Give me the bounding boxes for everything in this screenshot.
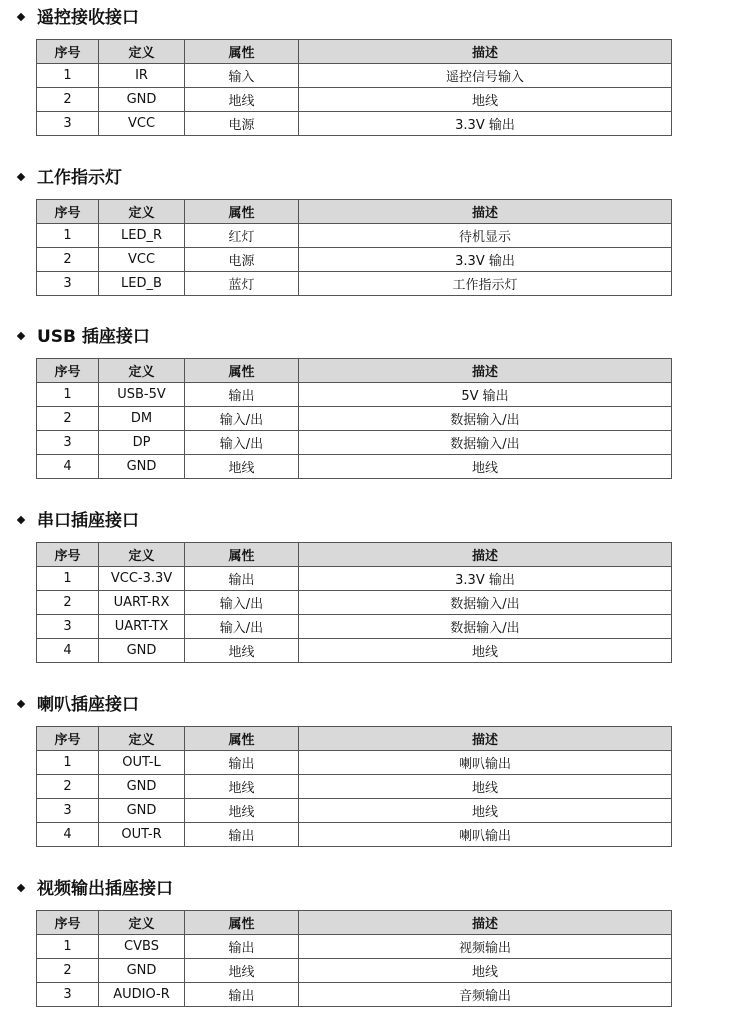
col-header-attribute: 属性: [185, 543, 299, 567]
cell-definition: GND: [99, 455, 185, 479]
pin-table: [36, 910, 672, 1007]
section-heading: 遥控接收接口: [16, 6, 139, 30]
pin-table: [36, 726, 672, 847]
col-header-attribute: 属性: [185, 200, 299, 224]
cell-index: 1: [37, 383, 99, 407]
bullet-icon: [17, 884, 25, 892]
cell-definition: GND: [99, 88, 185, 112]
col-header-attribute: 属性: [185, 40, 299, 64]
table-row: [37, 639, 672, 663]
cell-description: 喇叭输出: [299, 751, 672, 775]
cell-definition: CVBS: [99, 935, 185, 959]
cell-attribute: 输出: [185, 935, 299, 959]
cell-attribute: 地线: [185, 455, 299, 479]
col-header-attribute: 属性: [185, 911, 299, 935]
cell-index: 3: [37, 799, 99, 823]
table-row: [37, 567, 672, 591]
table-row: [37, 591, 672, 615]
table-row: [37, 407, 672, 431]
col-header-attribute: 属性: [185, 359, 299, 383]
cell-index: 2: [37, 775, 99, 799]
cell-definition: OUT-R: [99, 823, 185, 847]
section-heading: 工作指示灯: [16, 166, 122, 190]
table-header-row: [37, 359, 672, 383]
col-header-definition: 定义: [99, 543, 185, 567]
section-heading: USB 插座接口: [16, 325, 150, 349]
col-header-index: 序号: [37, 727, 99, 751]
cell-description: 3.3V 输出: [299, 567, 672, 591]
table-row: [37, 431, 672, 455]
table-row: [37, 935, 672, 959]
cell-description: 3.3V 输出: [299, 112, 672, 136]
cell-index: 3: [37, 615, 99, 639]
col-header-definition: 定义: [99, 200, 185, 224]
cell-description: 数据输入/出: [299, 591, 672, 615]
bullet-icon: [17, 332, 25, 340]
cell-index: 3: [37, 431, 99, 455]
cell-index: 1: [37, 751, 99, 775]
col-header-definition: 定义: [99, 911, 185, 935]
bullet-icon: [17, 13, 25, 21]
cell-description: 工作指示灯: [299, 272, 672, 296]
pin-table: [36, 358, 672, 479]
cell-description: 地线: [299, 959, 672, 983]
cell-definition: DP: [99, 431, 185, 455]
cell-definition: UART-TX: [99, 615, 185, 639]
cell-definition: LED_R: [99, 224, 185, 248]
table-row: [37, 224, 672, 248]
cell-description: 3.3V 输出: [299, 248, 672, 272]
cell-index: 2: [37, 959, 99, 983]
col-header-definition: 定义: [99, 727, 185, 751]
cell-index: 4: [37, 823, 99, 847]
table-row: [37, 751, 672, 775]
pin-table: [36, 199, 672, 296]
cell-attribute: 地线: [185, 88, 299, 112]
table-row: [37, 112, 672, 136]
cell-description: 音频输出: [299, 983, 672, 1007]
col-header-attribute: 属性: [185, 727, 299, 751]
cell-index: 4: [37, 455, 99, 479]
table-header-row: [37, 727, 672, 751]
cell-index: 2: [37, 248, 99, 272]
cell-attribute: 红灯: [185, 224, 299, 248]
table-row: [37, 959, 672, 983]
cell-description: 地线: [299, 639, 672, 663]
section-heading: 视频输出插座接口: [16, 877, 173, 901]
section-heading: 串口插座接口: [16, 509, 139, 533]
cell-definition: USB-5V: [99, 383, 185, 407]
cell-description: 视频输出: [299, 935, 672, 959]
table-row: [37, 248, 672, 272]
cell-attribute: 输入/出: [185, 431, 299, 455]
cell-index: 2: [37, 88, 99, 112]
cell-attribute: 输入: [185, 64, 299, 88]
col-header-description: 描述: [299, 727, 672, 751]
cell-description: 数据输入/出: [299, 615, 672, 639]
col-header-description: 描述: [299, 40, 672, 64]
col-header-description: 描述: [299, 543, 672, 567]
cell-definition: UART-RX: [99, 591, 185, 615]
cell-index: 1: [37, 567, 99, 591]
col-header-definition: 定义: [99, 359, 185, 383]
cell-description: 喇叭输出: [299, 823, 672, 847]
cell-attribute: 地线: [185, 799, 299, 823]
cell-description: 数据输入/出: [299, 431, 672, 455]
cell-description: 数据输入/出: [299, 407, 672, 431]
table-header-row: [37, 543, 672, 567]
pin-table: [36, 39, 672, 136]
table-row: [37, 455, 672, 479]
cell-definition: LED_B: [99, 272, 185, 296]
cell-definition: IR: [99, 64, 185, 88]
section-heading: 喇叭插座接口: [16, 693, 139, 717]
table-row: [37, 272, 672, 296]
cell-index: 2: [37, 407, 99, 431]
cell-definition: GND: [99, 775, 185, 799]
table-row: [37, 615, 672, 639]
col-header-index: 序号: [37, 359, 99, 383]
cell-definition: VCC-3.3V: [99, 567, 185, 591]
cell-description: 地线: [299, 455, 672, 479]
cell-attribute: 输出: [185, 823, 299, 847]
cell-description: 遥控信号输入: [299, 64, 672, 88]
col-header-index: 序号: [37, 40, 99, 64]
col-header-index: 序号: [37, 543, 99, 567]
table-row: [37, 383, 672, 407]
cell-index: 1: [37, 935, 99, 959]
table-header-row: [37, 200, 672, 224]
bullet-icon: [17, 173, 25, 181]
table-header-row: [37, 911, 672, 935]
col-header-definition: 定义: [99, 40, 185, 64]
cell-description: 5V 输出: [299, 383, 672, 407]
cell-attribute: 输出: [185, 983, 299, 1007]
cell-attribute: 地线: [185, 959, 299, 983]
cell-description: 地线: [299, 88, 672, 112]
cell-definition: VCC: [99, 248, 185, 272]
cell-definition: VCC: [99, 112, 185, 136]
cell-attribute: 蓝灯: [185, 272, 299, 296]
table-row: [37, 775, 672, 799]
cell-index: 4: [37, 639, 99, 663]
table-row: [37, 823, 672, 847]
cell-attribute: 地线: [185, 639, 299, 663]
cell-attribute: 输出: [185, 567, 299, 591]
cell-definition: GND: [99, 639, 185, 663]
col-header-index: 序号: [37, 911, 99, 935]
table-row: [37, 983, 672, 1007]
table-row: [37, 88, 672, 112]
table-header-row: [37, 40, 672, 64]
cell-attribute: 输入/出: [185, 615, 299, 639]
bullet-icon: [17, 700, 25, 708]
cell-definition: AUDIO-R: [99, 983, 185, 1007]
cell-definition: GND: [99, 959, 185, 983]
cell-attribute: 电源: [185, 112, 299, 136]
cell-definition: DM: [99, 407, 185, 431]
cell-index: 1: [37, 64, 99, 88]
table-row: [37, 64, 672, 88]
cell-description: 地线: [299, 799, 672, 823]
col-header-index: 序号: [37, 200, 99, 224]
col-header-description: 描述: [299, 200, 672, 224]
table-row: [37, 799, 672, 823]
cell-attribute: 输出: [185, 383, 299, 407]
cell-description: 待机显示: [299, 224, 672, 248]
bullet-icon: [17, 516, 25, 524]
col-header-description: 描述: [299, 359, 672, 383]
col-header-description: 描述: [299, 911, 672, 935]
cell-description: 地线: [299, 775, 672, 799]
cell-index: 3: [37, 112, 99, 136]
cell-index: 3: [37, 983, 99, 1007]
pin-table: [36, 542, 672, 663]
cell-index: 2: [37, 591, 99, 615]
cell-attribute: 地线: [185, 775, 299, 799]
cell-definition: GND: [99, 799, 185, 823]
cell-definition: OUT-L: [99, 751, 185, 775]
cell-attribute: 电源: [185, 248, 299, 272]
cell-index: 1: [37, 224, 99, 248]
cell-attribute: 输入/出: [185, 591, 299, 615]
cell-attribute: 输入/出: [185, 407, 299, 431]
cell-index: 3: [37, 272, 99, 296]
cell-attribute: 输出: [185, 751, 299, 775]
